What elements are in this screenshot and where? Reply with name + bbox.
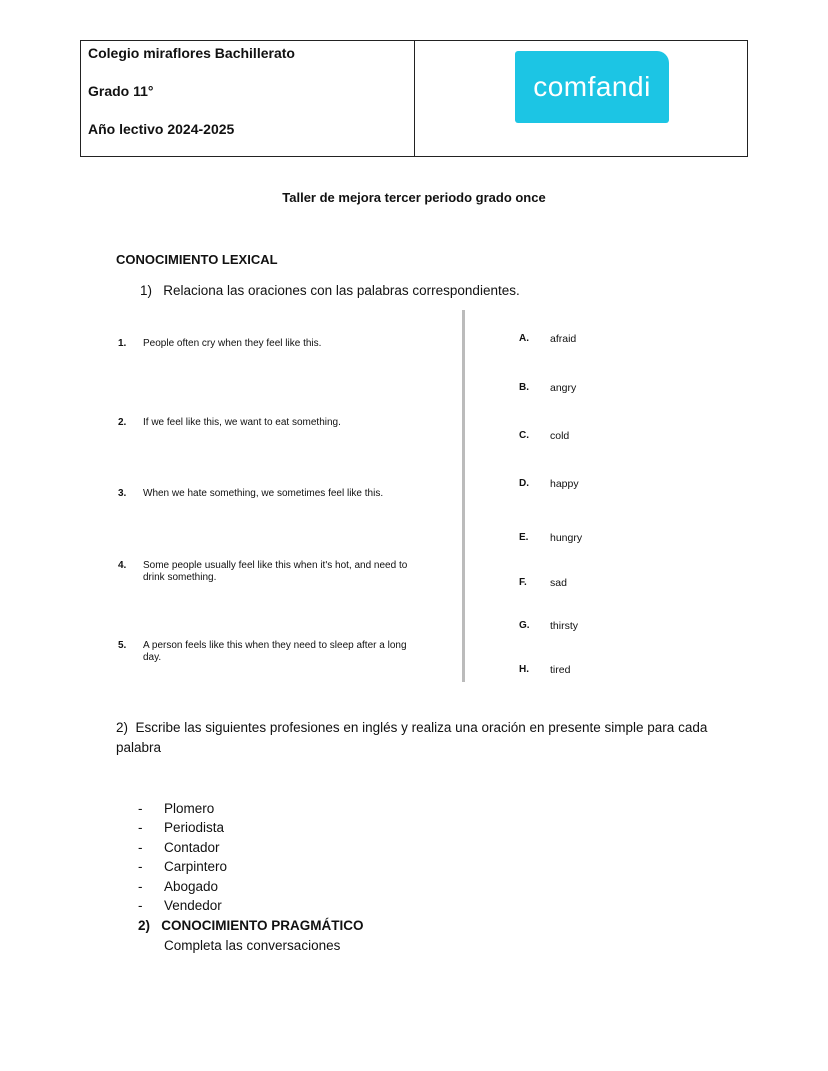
answer-word: sad [550,577,567,589]
section-heading-pragmatic: 2) CONOCIMIENTO PRAGMÁTICO [138,918,364,933]
question-text: If we feel like this, we want to eat something. [143,417,341,428]
list-item: - Carpintero [138,859,228,874]
header-logo-cell [415,41,747,156]
matching-instruction: 1) Relaciona las oraciones con las palabras correspondientes. [140,283,520,298]
list-item: - Periodista [138,820,225,835]
header-info [81,41,415,156]
answer-word: happy [550,478,579,490]
answer-letter: F. [519,577,527,588]
answer-word: tired [550,664,571,676]
logo-text: comfandi [533,71,651,102]
list-item: - Contador [138,840,220,855]
question-number: 1. [118,338,127,349]
question-text: Some people usually feel like this when it's hot, and need to drink something. [143,560,408,583]
question-number: 3. [118,488,127,499]
header-table [80,40,748,157]
answer-word: thirsty [550,620,579,632]
profession-item: Carpintero [164,859,228,874]
grade: Grado 11° [88,83,154,99]
answer-letter: B. [519,382,529,393]
profession-item: Periodista [164,820,225,835]
answer-letter: G. [519,620,530,631]
professions-instruction: 2) Escribe las siguientes profesiones en inglés y realiza una oración en presente simple para cada palabra [116,720,708,755]
school-name: Colegio miraflores Bachillerato [88,45,295,61]
question-number: 2. [118,417,127,428]
list-item: - Abogado [138,879,219,894]
question-number: 5. [118,640,127,651]
answer-letter: E. [519,532,529,543]
profession-item: Contador [164,840,220,855]
answer-letter: D. [519,478,529,489]
answer-word: hungry [550,532,583,544]
conversations-instruction: Completa las conversaciones [164,938,341,953]
answer-letter: C. [519,430,529,441]
school-year: Año lectivo 2024-2025 [88,121,235,137]
answer-letter: A. [519,333,529,344]
profession-item: Abogado [164,879,219,894]
answer-letter: H. [519,664,529,675]
column-divider [462,310,465,682]
list-item: - Plomero [138,801,215,816]
question-number: 4. [118,560,127,571]
question-text: A person feels like this when they need to sleep after a long day. [143,640,407,663]
answer-word: angry [550,382,577,394]
answer-word: cold [550,430,570,442]
question-text: When we hate something, we sometimes feel like this. [143,488,384,499]
profession-item: Plomero [164,801,215,816]
list-item: - Vendedor [138,898,222,913]
page-title: Taller de mejora tercer periodo grado once [282,190,546,205]
answer-word: afraid [550,333,577,345]
question-text: People often cry when they feel like this. [143,338,322,349]
section-heading-lexical: CONOCIMIENTO LEXICAL [116,252,278,267]
comfandi-logo [515,51,669,123]
profession-item: Vendedor [164,898,222,913]
